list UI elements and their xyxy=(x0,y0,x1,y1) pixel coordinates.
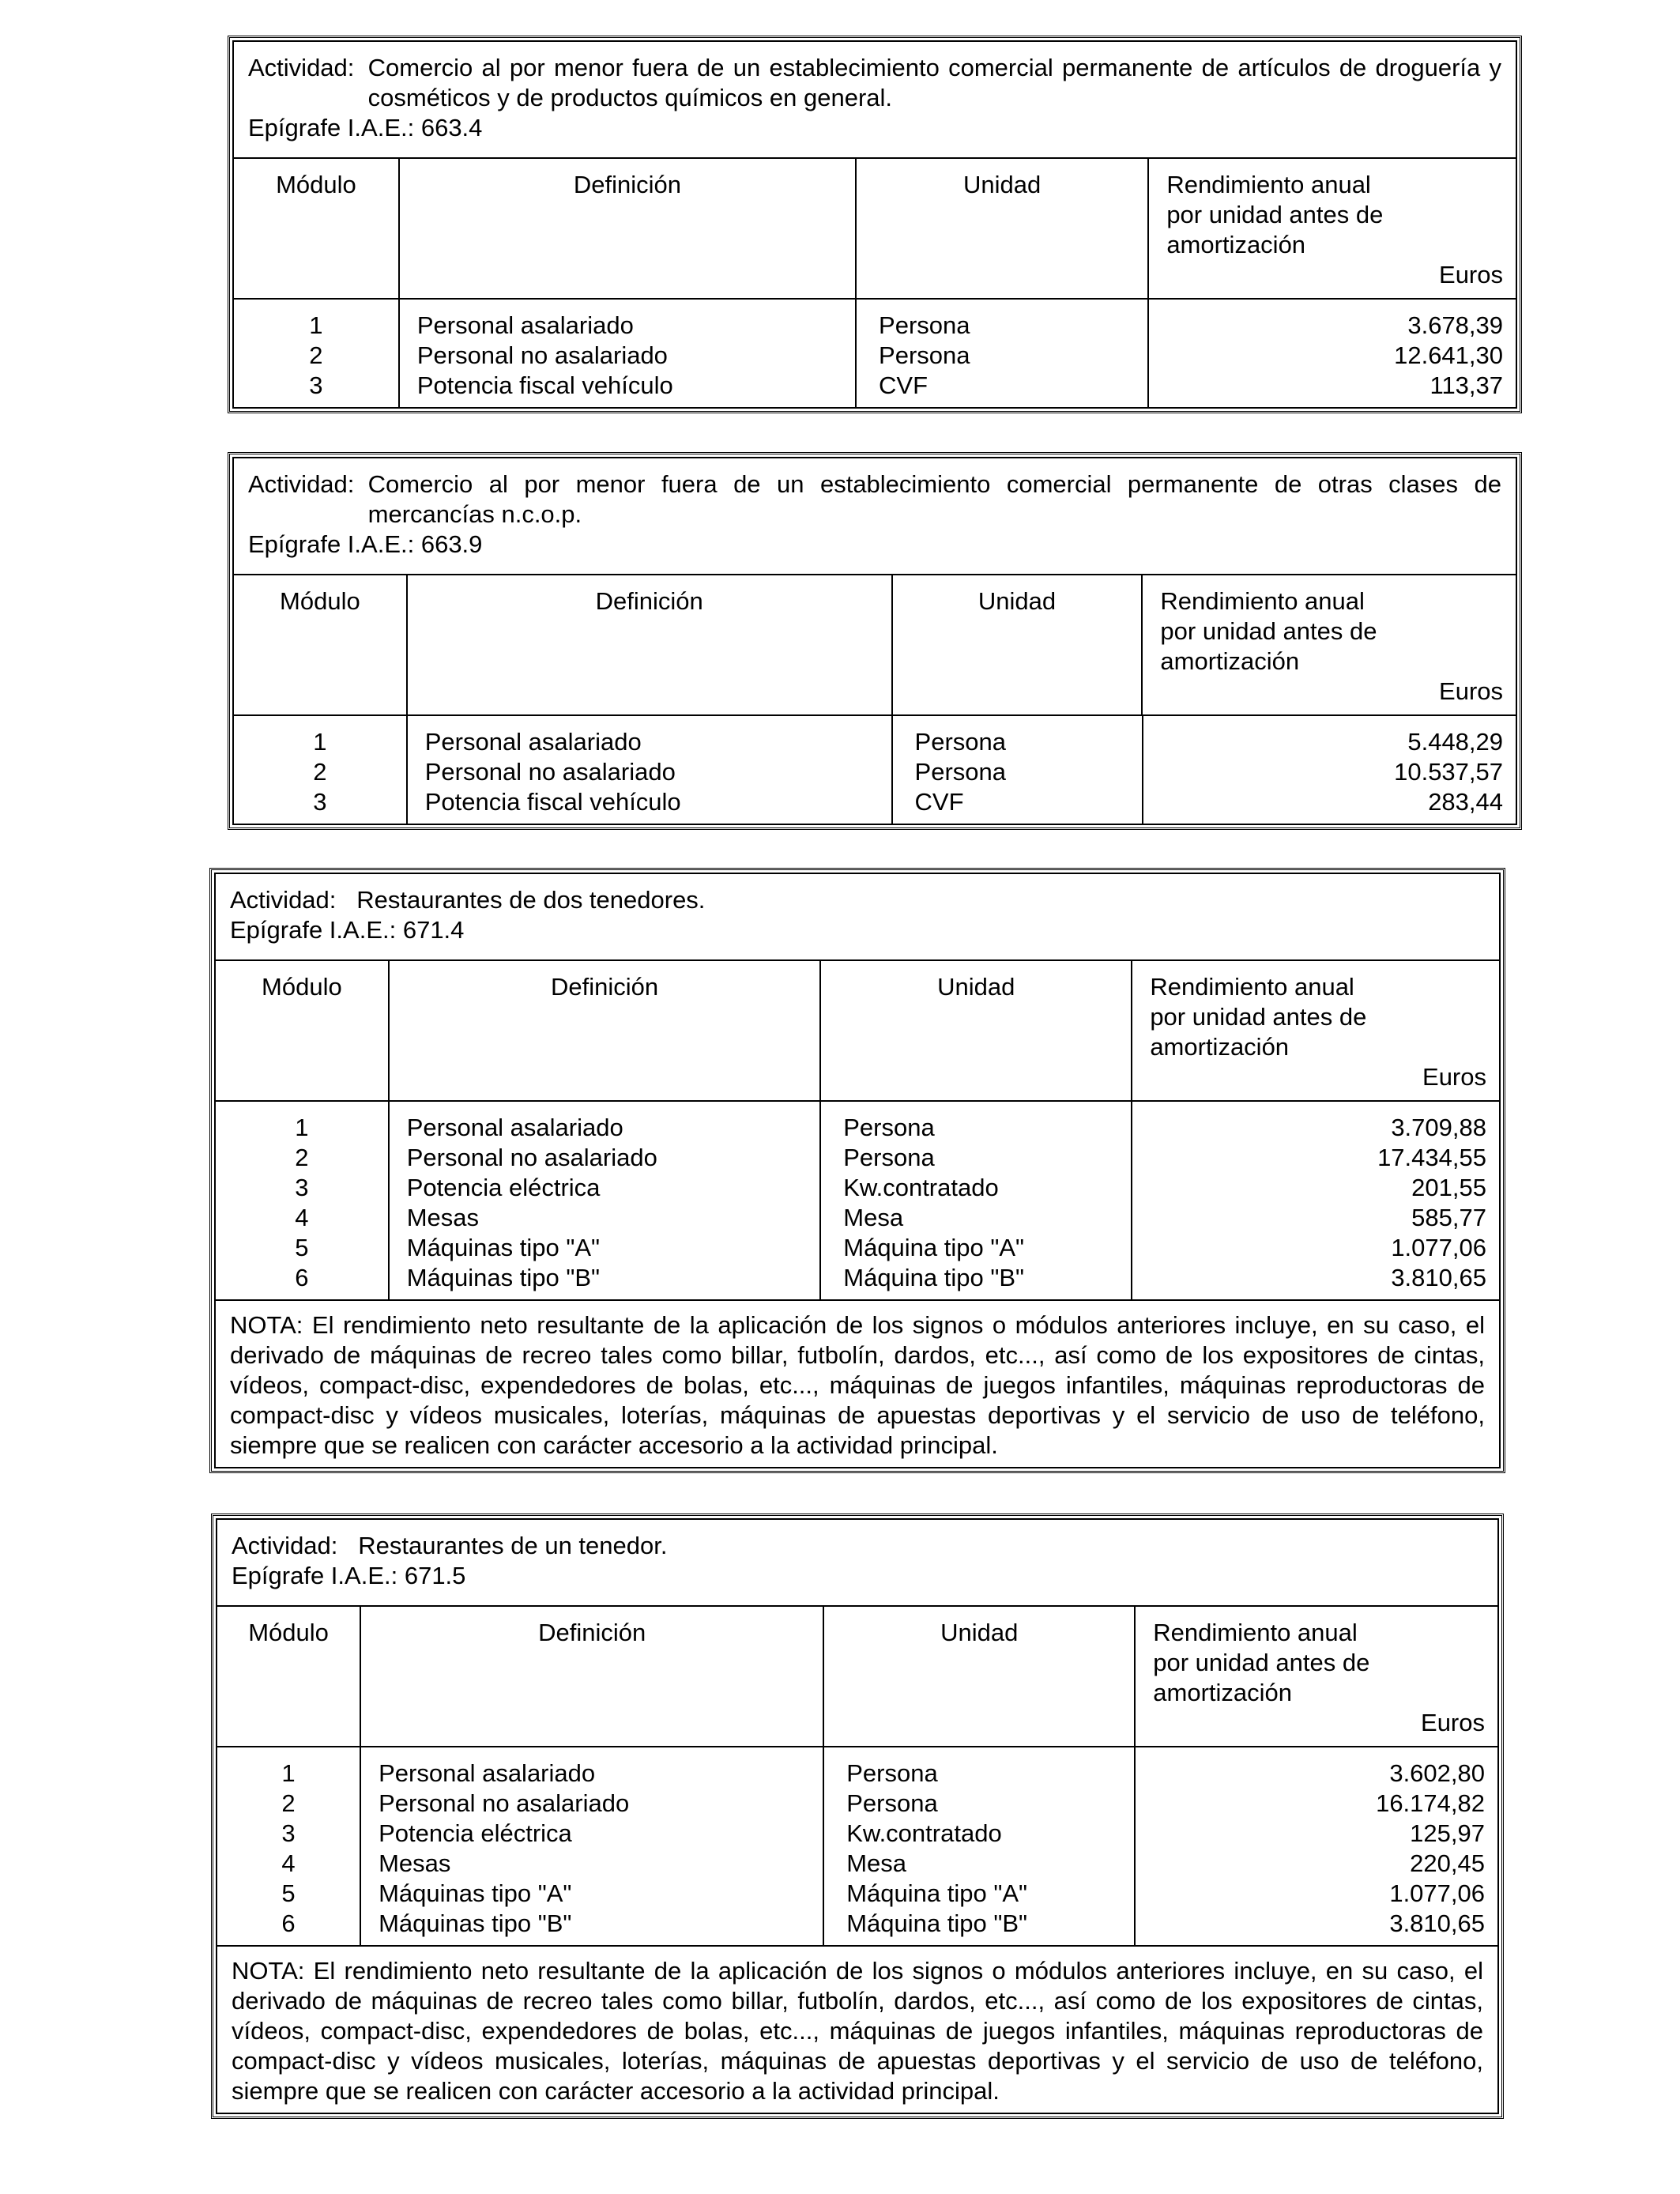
table-header-row xyxy=(234,575,1516,716)
row-modulo: 6 xyxy=(295,1264,309,1291)
header-rendimiento-line1: Rendimiento anual xyxy=(1166,171,1371,198)
row-rendimiento: 17.434,55 xyxy=(1377,1144,1486,1171)
header-definicion-label: Definición xyxy=(573,171,682,198)
header-rendimiento-line3: amortización xyxy=(1160,647,1300,675)
row-rendimiento: 3.602,80 xyxy=(1389,1759,1485,1787)
header-definicion-label: Definición xyxy=(595,587,703,615)
header-unidad-label: Unidad xyxy=(940,1619,1019,1646)
row-unidad: Persona xyxy=(843,1144,935,1171)
row-definicion: Mesas xyxy=(406,1204,480,1231)
row-rendimiento: 201,55 xyxy=(1411,1174,1486,1201)
activity-header xyxy=(217,1520,1497,1607)
epigrafe: Epígrafe I.A.E.: 663.4 xyxy=(248,114,483,141)
row-unidad: Mesa xyxy=(846,1849,907,1877)
nota-text: NOTA: El rendimiento neto resultante de la aplicación de los signos o módulos anteriores incluye, en su caso, el derivado de máquinas de recreo tales como billar, futbolín, dardos, etc..., así como de los expositores de cintas, vídeos, compact-disc, expendedores de bolas, etc..., máquinas de juegos infantiles, máquinas reproductoras de compact-disc y vídeos musicales, loterías, máquinas de apuestas deportivas y el servicio de uso de teléfono, siempre que se realicen con carácter accesorio a la actividad principal. xyxy=(216,1299,1499,1467)
header-rendimiento-line2: por unidad antes de xyxy=(1160,617,1377,645)
module-table xyxy=(211,1514,1504,2119)
row-definicion: Personal no asalariado xyxy=(406,1144,657,1171)
module-table-inner xyxy=(214,873,1501,1468)
activity-text: Comercio al por menor fuera de un establecimiento comercial permanente de otras clases de mercancías n.c.o.p. xyxy=(367,470,1501,528)
row-modulo: 1 xyxy=(313,728,327,756)
activity-line xyxy=(248,469,1501,530)
header-definicion xyxy=(408,575,893,714)
row-unidad: Máquina tipo "B" xyxy=(846,1909,1028,1937)
row-definicion: Personal asalariado xyxy=(379,1759,596,1787)
header-rendimiento xyxy=(1136,1607,1497,1746)
row-rendimiento: 113,37 xyxy=(1430,371,1504,399)
header-unidad xyxy=(821,961,1132,1100)
table-header-row xyxy=(216,961,1499,1102)
activity-header xyxy=(234,458,1516,575)
header-modulo xyxy=(216,961,390,1100)
module-table-inner xyxy=(216,1518,1499,2114)
activity-text: Restaurantes de dos tenedores. xyxy=(356,886,706,914)
header-definicion-label: Definición xyxy=(538,1619,646,1646)
row-modulo: 2 xyxy=(295,1144,309,1171)
row-definicion: Potencia fiscal vehículo xyxy=(416,371,673,399)
row-rendimiento: 16.174,82 xyxy=(1376,1789,1485,1817)
header-euros: Euros xyxy=(1422,1063,1486,1091)
row-rendimiento: 220,45 xyxy=(1410,1849,1485,1877)
row-modulo: 2 xyxy=(309,341,323,369)
row-modulo: 5 xyxy=(281,1879,296,1907)
column-unidad xyxy=(821,1102,1132,1299)
activity-text: Restaurantes de un tenedor. xyxy=(358,1532,668,1559)
header-modulo-label: Módulo xyxy=(276,171,356,198)
row-unidad: Persona xyxy=(846,1759,938,1787)
header-rendimiento-line3: amortización xyxy=(1153,1679,1293,1706)
row-unidad: Persona xyxy=(846,1789,938,1817)
row-modulo: 3 xyxy=(295,1174,309,1201)
table-body xyxy=(216,1102,1499,1299)
row-definicion: Personal no asalariado xyxy=(424,758,676,786)
module-table-inner xyxy=(232,40,1517,409)
module-table-inner xyxy=(232,457,1517,825)
row-unidad: Máquina tipo "A" xyxy=(846,1879,1028,1907)
header-modulo-label: Módulo xyxy=(262,973,342,1001)
module-table xyxy=(209,868,1505,1473)
header-definicion xyxy=(400,159,857,298)
row-unidad: Mesa xyxy=(843,1204,904,1231)
column-modulo xyxy=(234,716,408,824)
row-rendimiento: 3.678,39 xyxy=(1407,311,1504,339)
row-unidad: Máquina tipo "B" xyxy=(843,1264,1025,1291)
row-modulo: 1 xyxy=(309,311,323,339)
column-modulo xyxy=(216,1102,390,1299)
row-definicion: Potencia eléctrica xyxy=(406,1174,601,1201)
activity-header xyxy=(216,874,1499,961)
epigrafe: Epígrafe I.A.E.: 671.5 xyxy=(232,1562,466,1589)
table-header-row xyxy=(217,1607,1497,1747)
header-rendimiento xyxy=(1149,159,1516,298)
row-definicion: Mesas xyxy=(379,1849,451,1877)
row-unidad: Kw.contratado xyxy=(843,1174,999,1201)
row-definicion: Máquinas tipo "B" xyxy=(406,1264,601,1291)
header-rendimiento-line1: Rendimiento anual xyxy=(1153,1619,1358,1646)
header-modulo xyxy=(217,1607,361,1746)
header-rendimiento-line1: Rendimiento anual xyxy=(1150,973,1354,1001)
header-modulo-label: Módulo xyxy=(248,1619,329,1646)
row-unidad: Persona xyxy=(879,341,970,369)
header-modulo xyxy=(234,575,408,714)
row-definicion: Máquinas tipo "B" xyxy=(379,1909,572,1937)
header-unidad xyxy=(893,575,1143,714)
row-rendimiento: 1.077,06 xyxy=(1391,1234,1486,1261)
header-modulo-label: Módulo xyxy=(280,587,360,615)
row-rendimiento: 283,44 xyxy=(1428,788,1504,816)
header-modulo xyxy=(234,159,400,298)
activity-text: Comercio al por menor fuera de un establecimiento comercial permanente de artículos de droguería y cosméticos y de productos químicos en general. xyxy=(367,54,1501,111)
column-definicion xyxy=(361,1747,824,1945)
header-rendimiento xyxy=(1143,575,1516,714)
column-rendimiento xyxy=(1149,300,1516,407)
column-definicion xyxy=(400,300,857,407)
row-definicion: Máquinas tipo "A" xyxy=(406,1234,601,1261)
row-definicion: Potencia eléctrica xyxy=(379,1819,572,1847)
row-definicion: Personal asalariado xyxy=(424,728,642,756)
module-table xyxy=(228,36,1522,413)
row-modulo: 2 xyxy=(281,1789,296,1817)
header-euros: Euros xyxy=(1421,1709,1485,1736)
activity-header xyxy=(234,42,1516,159)
header-definicion xyxy=(390,961,821,1100)
epigrafe: Epígrafe I.A.E.: 671.4 xyxy=(230,916,465,944)
column-rendimiento xyxy=(1136,1747,1497,1945)
epigrafe: Epígrafe I.A.E.: 663.9 xyxy=(248,530,483,558)
header-unidad-label: Unidad xyxy=(937,973,1015,1001)
row-modulo: 1 xyxy=(281,1759,296,1787)
row-unidad: Persona xyxy=(914,728,1007,756)
table-body xyxy=(217,1747,1497,1945)
row-modulo: 4 xyxy=(295,1204,309,1231)
row-rendimiento: 5.448,29 xyxy=(1407,728,1504,756)
column-rendimiento xyxy=(1132,1102,1499,1299)
row-modulo: 4 xyxy=(281,1849,296,1877)
column-modulo xyxy=(234,300,400,407)
header-unidad-label: Unidad xyxy=(963,171,1042,198)
column-definicion xyxy=(390,1102,822,1299)
row-unidad: Persona xyxy=(879,311,970,339)
column-definicion xyxy=(408,716,893,824)
row-definicion: Personal no asalariado xyxy=(416,341,668,369)
row-unidad: CVF xyxy=(879,371,929,399)
header-rendimiento-line2: por unidad antes de xyxy=(1166,201,1384,228)
row-unidad: Máquina tipo "A" xyxy=(843,1234,1025,1261)
activity-label: Actividad: xyxy=(232,1532,359,1559)
table-header-row xyxy=(234,159,1516,300)
row-unidad: Kw.contratado xyxy=(846,1819,1002,1847)
header-unidad-label: Unidad xyxy=(977,587,1057,615)
header-rendimiento-line3: amortización xyxy=(1166,231,1306,258)
row-rendimiento: 10.537,57 xyxy=(1394,758,1504,786)
row-definicion: Máquinas tipo "A" xyxy=(379,1879,572,1907)
activity-line xyxy=(248,53,1501,113)
row-modulo: 2 xyxy=(313,758,327,786)
row-definicion: Personal asalariado xyxy=(416,311,634,339)
activity-label: Actividad: xyxy=(248,54,368,81)
module-table xyxy=(228,452,1522,830)
table-body xyxy=(234,716,1516,824)
column-modulo xyxy=(217,1747,361,1945)
header-rendimiento-line1: Rendimiento anual xyxy=(1160,587,1365,615)
header-euros: Euros xyxy=(1439,261,1503,288)
column-unidad xyxy=(893,716,1143,824)
table-body xyxy=(234,300,1516,407)
row-rendimiento: 585,77 xyxy=(1411,1204,1486,1231)
activity-line xyxy=(230,885,1485,915)
header-rendimiento-line3: amortización xyxy=(1150,1033,1290,1061)
row-rendimiento: 12.641,30 xyxy=(1394,341,1504,369)
activity-label: Actividad: xyxy=(230,886,357,914)
header-rendimiento xyxy=(1132,961,1499,1100)
nota-text: NOTA: El rendimiento neto resultante de la aplicación de los signos o módulos anteriores incluye, en su caso, el derivado de máquinas de recreo tales como billar, futbolín, dardos, etc..., así como de los expositores de cintas, vídeos, compact-disc, expendedores de bolas, etc..., máquinas de juegos infantiles, máquinas reproductoras de compact-disc y vídeos musicales, loterías, máquinas de apuestas deportivas y el servicio de uso de teléfono, siempre que se realicen con carácter accesorio a la actividad principal. xyxy=(217,1945,1497,2113)
column-unidad xyxy=(824,1747,1136,1945)
row-rendimiento: 1.077,06 xyxy=(1389,1879,1485,1907)
row-modulo: 3 xyxy=(281,1819,296,1847)
column-rendimiento xyxy=(1143,716,1516,824)
row-modulo: 3 xyxy=(309,371,323,399)
row-rendimiento: 3.709,88 xyxy=(1391,1114,1486,1141)
header-rendimiento-line2: por unidad antes de xyxy=(1150,1003,1367,1031)
header-definicion-label: Definición xyxy=(550,973,659,1001)
row-modulo: 5 xyxy=(295,1234,309,1261)
row-unidad: CVF xyxy=(914,788,964,816)
row-unidad: Persona xyxy=(843,1114,935,1141)
header-unidad xyxy=(824,1607,1136,1746)
header-definicion xyxy=(361,1607,824,1746)
row-modulo: 1 xyxy=(295,1114,309,1141)
row-modulo: 6 xyxy=(281,1909,296,1937)
activity-label: Actividad: xyxy=(248,470,368,498)
row-rendimiento: 3.810,65 xyxy=(1389,1909,1485,1937)
activity-line xyxy=(232,1531,1483,1561)
row-rendimiento: 125,97 xyxy=(1410,1819,1485,1847)
row-unidad: Persona xyxy=(914,758,1007,786)
header-rendimiento-line2: por unidad antes de xyxy=(1153,1649,1370,1676)
column-unidad xyxy=(857,300,1149,407)
row-modulo: 3 xyxy=(313,788,327,816)
row-definicion: Personal asalariado xyxy=(406,1114,623,1141)
row-definicion: Personal no asalariado xyxy=(379,1789,630,1817)
row-rendimiento: 3.810,65 xyxy=(1391,1264,1486,1291)
row-definicion: Potencia fiscal vehículo xyxy=(424,788,681,816)
header-euros: Euros xyxy=(1439,677,1504,705)
header-unidad xyxy=(857,159,1149,298)
